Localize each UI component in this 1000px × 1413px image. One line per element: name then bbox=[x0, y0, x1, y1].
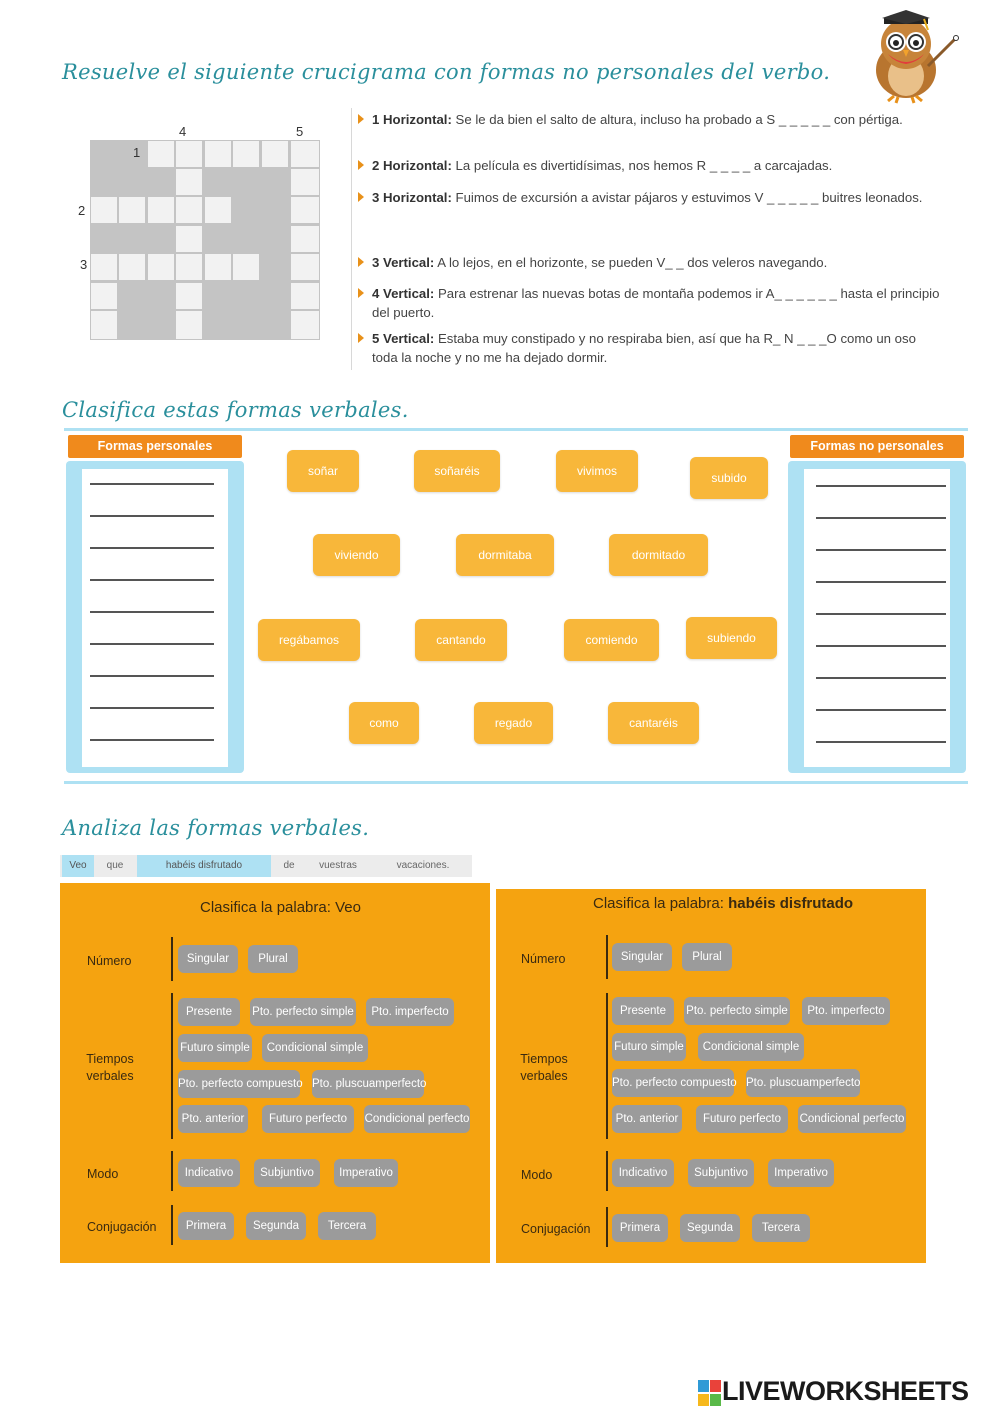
answer-line bbox=[90, 515, 214, 517]
option-indicativo[interactable]: Indicativo bbox=[178, 1159, 240, 1187]
answer-line bbox=[816, 741, 946, 743]
option-futuro-perfecto[interactable]: Futuro perfecto bbox=[696, 1105, 788, 1133]
analysis-panel-veo bbox=[60, 883, 490, 1263]
row-divider bbox=[171, 1151, 173, 1191]
sentence-word[interactable]: habéis disfrutado bbox=[137, 855, 271, 877]
answer-line bbox=[816, 709, 946, 711]
row-divider bbox=[606, 1207, 608, 1247]
crossword-number: 5 bbox=[296, 124, 304, 139]
option-primera[interactable]: Primera bbox=[612, 1214, 668, 1242]
label-conjugacion: Conjugación bbox=[521, 1222, 591, 1236]
row-divider bbox=[171, 937, 173, 981]
answer-line bbox=[816, 581, 946, 583]
crossword-number: 4 bbox=[179, 124, 187, 139]
answer-line bbox=[90, 739, 214, 741]
option-subjuntivo[interactable]: Subjuntivo bbox=[254, 1159, 320, 1187]
label-modo: Modo bbox=[521, 1168, 553, 1182]
option-futuro-perfecto[interactable]: Futuro perfecto bbox=[262, 1105, 354, 1133]
option-condicional-perfecto[interactable]: Condicional perfecto bbox=[364, 1105, 470, 1133]
sentence-word[interactable]: que bbox=[106, 860, 124, 871]
clue-label: 1 Horizontal: bbox=[372, 112, 452, 127]
analysis-panel-habeis-disfrutado bbox=[496, 889, 926, 1263]
clue-text: Estaba muy constipado y no respiraba bien, así que ha R_ N _ _ _O como un oso toda la noche y no me ha dejado dormir. bbox=[372, 331, 916, 365]
answer-line bbox=[90, 707, 214, 709]
answer-line bbox=[816, 645, 946, 647]
verb-chip[interactable]: cantaréis bbox=[608, 702, 699, 744]
left-column-header: Formas personales bbox=[68, 435, 242, 458]
answer-line bbox=[90, 547, 214, 549]
sentence-word[interactable]: Veo bbox=[62, 855, 94, 877]
option-pto-anterior[interactable]: Pto. anterior bbox=[612, 1105, 682, 1133]
option-pto-perfecto-compuesto[interactable]: Pto. perfecto compuesto bbox=[612, 1069, 734, 1097]
option-plural[interactable]: Plural bbox=[682, 943, 732, 971]
panel-title: Clasifica la palabra: habéis disfrutado bbox=[593, 895, 854, 912]
verb-chip[interactable]: comiendo bbox=[564, 619, 659, 661]
right-drop-zone[interactable] bbox=[788, 461, 966, 773]
option-pto-imperfecto[interactable]: Pto. imperfecto bbox=[802, 997, 890, 1025]
label-tiempos: Tiempos verbales bbox=[520, 1052, 568, 1083]
crossword-number: 3 bbox=[80, 257, 88, 272]
clue-item bbox=[360, 188, 940, 207]
row-divider bbox=[606, 993, 608, 1139]
clue-text: Se le da bien el salto de altura, incluso ha probado a S _ _ _ _ _ con pértiga. bbox=[455, 112, 903, 127]
option-imperativo[interactable]: Imperativo bbox=[768, 1159, 834, 1187]
option-condicional-perfecto[interactable]: Condicional perfecto bbox=[798, 1105, 906, 1133]
label-tiempos: Tiempos verbales bbox=[86, 1052, 134, 1083]
panel-word: habéis disfrutado bbox=[728, 895, 854, 912]
option-presente[interactable]: Presente bbox=[612, 997, 674, 1025]
left-drop-zone[interactable] bbox=[66, 461, 244, 773]
option-segunda[interactable]: Segunda bbox=[246, 1212, 306, 1240]
sentence-word[interactable]: vuestras bbox=[319, 860, 357, 871]
answer-line bbox=[90, 611, 214, 613]
verb-chip[interactable]: subido bbox=[690, 457, 768, 499]
verb-chip[interactable]: regábamos bbox=[258, 619, 360, 661]
liveworksheets-logo-icon bbox=[698, 1378, 722, 1408]
right-column-header: Formas no personales bbox=[790, 435, 964, 458]
option-presente[interactable]: Presente bbox=[178, 998, 240, 1026]
row-divider bbox=[606, 935, 608, 979]
verb-chip[interactable]: cantando bbox=[415, 619, 507, 661]
clue-item bbox=[360, 284, 940, 322]
label-numero: Número bbox=[87, 954, 132, 968]
crossword-number: 1 bbox=[133, 145, 141, 160]
option-tercera[interactable]: Tercera bbox=[318, 1212, 376, 1240]
option-pto-perfecto-simple[interactable]: Pto. perfecto simple bbox=[684, 997, 790, 1025]
option-pto-anterior[interactable]: Pto. anterior bbox=[178, 1105, 248, 1133]
option-tercera[interactable]: Tercera bbox=[752, 1214, 810, 1242]
answer-line bbox=[90, 483, 214, 485]
clue-label: 5 Vertical: bbox=[372, 331, 435, 346]
answer-line bbox=[816, 613, 946, 615]
clue-text: A lo lejos, en el horizonte, se pueden V_ _ dos veleros navegando. bbox=[437, 255, 828, 270]
clue-item bbox=[360, 110, 940, 129]
section-heading-analyze: Analiza las formas verbales. bbox=[62, 816, 370, 840]
arrow-right-icon bbox=[358, 333, 364, 343]
row-divider bbox=[606, 1151, 608, 1191]
clue-divider bbox=[351, 108, 352, 370]
clue-item bbox=[360, 253, 940, 272]
arrow-right-icon bbox=[358, 192, 364, 202]
option-condicional-simple[interactable]: Condicional simple bbox=[698, 1033, 804, 1061]
option-segunda[interactable]: Segunda bbox=[680, 1214, 740, 1242]
liveworksheets-brand[interactable]: LIVEWORKSHEETS bbox=[722, 1376, 969, 1406]
option-pto-imperfecto[interactable]: Pto. imperfecto bbox=[366, 998, 454, 1026]
option-futuro-simple[interactable]: Futuro simple bbox=[612, 1033, 686, 1061]
label-conjugacion: Conjugación bbox=[87, 1220, 157, 1234]
verb-chip[interactable]: como bbox=[349, 702, 419, 744]
arrow-right-icon bbox=[358, 160, 364, 170]
clue-label: 4 Vertical: bbox=[372, 286, 435, 301]
verb-chip[interactable]: dormitaba bbox=[456, 534, 554, 576]
label-modo: Modo bbox=[87, 1167, 119, 1181]
verb-chip[interactable]: viviendo bbox=[313, 534, 400, 576]
section-heading-crossword: Resuelve el siguiente crucigrama con formas no personales del verbo. bbox=[62, 60, 831, 84]
verb-chip[interactable]: subiendo bbox=[686, 617, 777, 659]
option-pto-pluscuamperfecto[interactable]: Pto. pluscuamperfecto bbox=[312, 1070, 424, 1098]
answer-line bbox=[90, 579, 214, 581]
verb-chip[interactable]: soñar bbox=[287, 450, 359, 492]
answer-line bbox=[816, 549, 946, 551]
answer-line bbox=[90, 643, 214, 645]
clue-item bbox=[360, 329, 940, 367]
arrow-right-icon bbox=[358, 257, 364, 267]
label-numero: Número bbox=[521, 952, 566, 966]
option-indicativo[interactable]: Indicativo bbox=[612, 1159, 674, 1187]
row-divider bbox=[171, 1205, 173, 1245]
answer-line bbox=[816, 485, 946, 487]
option-futuro-simple[interactable]: Futuro simple bbox=[178, 1034, 252, 1062]
section-heading-classify: Clasifica estas formas verbales. bbox=[62, 398, 409, 422]
panel-word: Veo bbox=[335, 899, 361, 916]
clue-label: 3 Vertical: bbox=[372, 255, 435, 270]
verb-chip[interactable]: soñaréis bbox=[414, 450, 500, 492]
option-primera[interactable]: Primera bbox=[178, 1212, 234, 1240]
option-pto-perfecto-simple[interactable]: Pto. perfecto simple bbox=[250, 998, 356, 1026]
clue-text: La película es divertidísimas, nos hemos R _ _ _ _ a carcajadas. bbox=[455, 158, 833, 173]
option-pto-pluscuamperfecto[interactable]: Pto. pluscuamperfecto bbox=[746, 1069, 860, 1097]
verb-chip[interactable]: regado bbox=[474, 702, 553, 744]
option-pto-perfecto-compuesto[interactable]: Pto. perfecto compuesto bbox=[178, 1070, 300, 1098]
answer-line bbox=[816, 517, 946, 519]
row-divider bbox=[171, 993, 173, 1139]
arrow-right-icon bbox=[358, 114, 364, 124]
arrow-right-icon bbox=[358, 288, 364, 298]
sentence-word[interactable]: vacaciones. bbox=[396, 860, 450, 871]
clue-label: 3 Horizontal: bbox=[372, 190, 452, 205]
crossword-number: 2 bbox=[78, 203, 86, 218]
sentence-word[interactable]: de bbox=[283, 860, 295, 871]
option-singular[interactable]: Singular bbox=[612, 943, 672, 971]
answer-line bbox=[816, 677, 946, 679]
clue-item bbox=[360, 156, 940, 175]
option-condicional-simple[interactable]: Condicional simple bbox=[262, 1034, 368, 1062]
clue-text: Para estrenar las nuevas botas de montaña podemos ir A_ _ _ _ _ _ hasta el principio del puerto. bbox=[372, 286, 940, 320]
answer-line bbox=[90, 675, 214, 677]
owl-teacher-icon bbox=[858, 8, 962, 104]
panel-title: Clasifica la palabra: Veo bbox=[200, 899, 361, 916]
option-imperativo[interactable]: Imperativo bbox=[334, 1159, 398, 1187]
option-subjuntivo[interactable]: Subjuntivo bbox=[688, 1159, 754, 1187]
verb-chip[interactable]: dormitado bbox=[609, 534, 708, 576]
crossword-grid[interactable] bbox=[90, 140, 320, 340]
verb-chip[interactable]: vivimos bbox=[556, 450, 638, 492]
option-singular[interactable]: Singular bbox=[178, 945, 238, 973]
clue-label: 2 Horizontal: bbox=[372, 158, 452, 173]
option-plural[interactable]: Plural bbox=[248, 945, 298, 973]
clue-text: Fuimos de excursión a avistar pájaros y estuvimos V _ _ _ _ _ buitres leonados. bbox=[455, 190, 923, 205]
